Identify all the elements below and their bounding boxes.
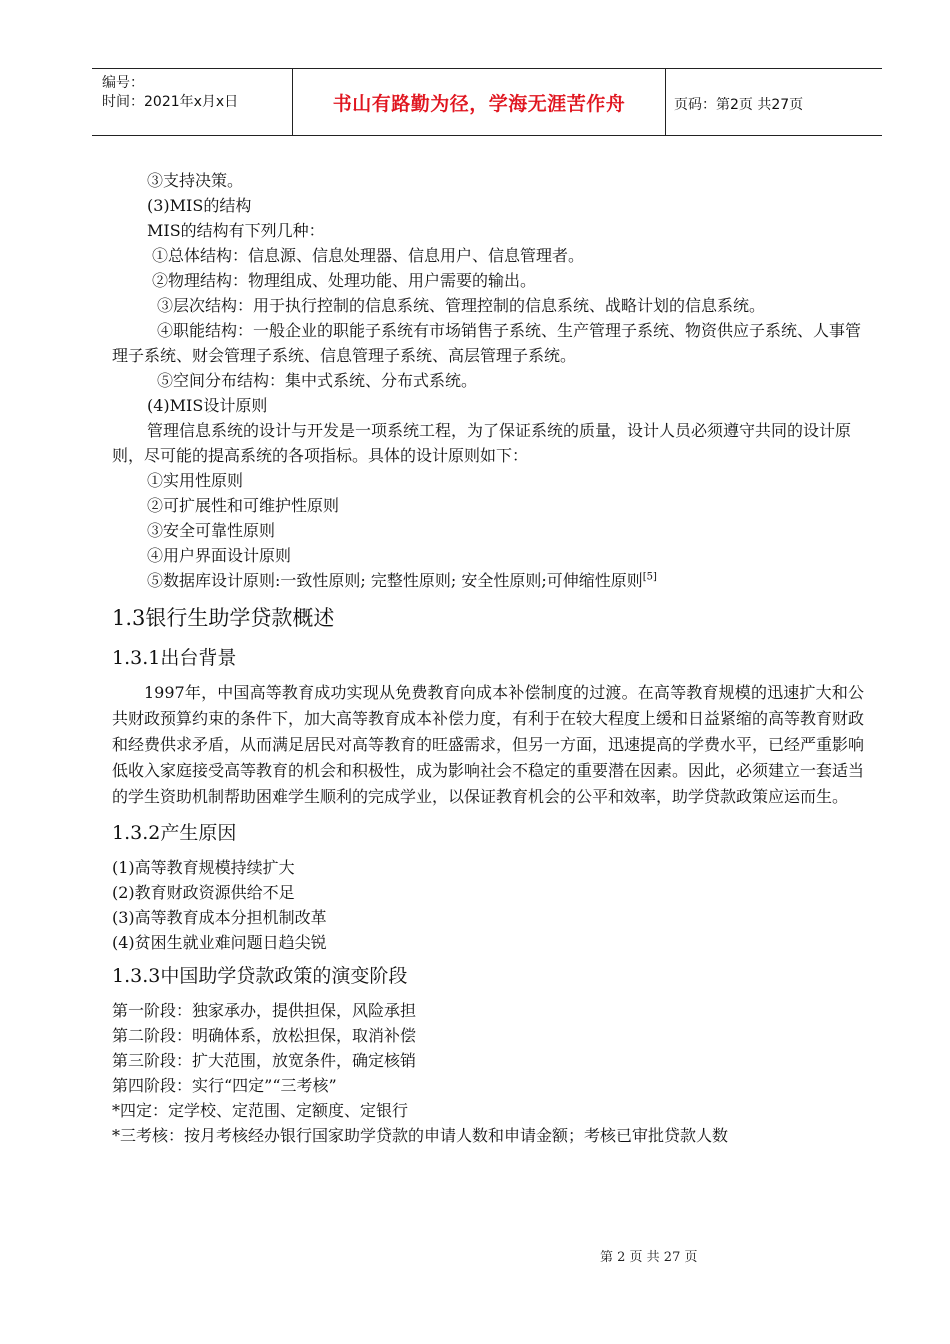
text-line: ⑤空间分布结构：集中式系统、分布式系统。 (157, 371, 478, 390)
subheading-mis-structure: (3)MIS的结构 (147, 196, 252, 215)
text-line (112, 568, 864, 593)
header-time-label: 时间：2021年x月x日 (102, 94, 239, 110)
list-item: 第一阶段：独家承办，提供担保，风险承担 (112, 1001, 417, 1020)
list-item: 第四阶段：实行“四定”“三考核” (112, 1076, 337, 1095)
text-line: ②物理结构：物理组成、处理功能、用户需要的输出。 (152, 271, 537, 290)
header-motto: 书山有路勤为径，学海无涯苦作舟 (293, 69, 666, 135)
subsection-heading: 1.3.3中国助学贷款政策的演变阶段 (112, 965, 408, 987)
document-body (112, 168, 864, 1148)
text-line: ③层次结构：用于执行控制的信息系统、管理控制的信息系统、战略计划的信息系统。 (157, 296, 766, 315)
text-line: ①总体结构：信息源、信息处理器、信息用户、信息管理者。 (152, 246, 585, 265)
text-line: ③支持决策。 (147, 171, 244, 190)
text-line: ④用户界面设计原则 (147, 546, 292, 565)
text-line: ①实用性原则 (147, 471, 244, 490)
list-item: (2)教育财政资源供给不足 (112, 883, 295, 902)
list-item: (1)高等教育规模持续扩大 (112, 858, 295, 877)
text-line: ②可扩展性和可维护性原则 (147, 496, 340, 515)
subsection-heading: 1.3.2产生原因 (112, 822, 237, 844)
text-line: ④职能结构：一般企业的职能子系统有市场销售子系统、生产管理子系统、物资供应子系统、人事管理子系统、财会管理子系统、信息管理子系统、高层管理子系统。 (112, 321, 862, 365)
list-item: 第二阶段：明确体系，放松担保，取消补偿 (112, 1026, 417, 1045)
page-footer: 第 2 页 共 27 页 (600, 1250, 698, 1265)
list-item: 第三阶段：扩大范围，放宽条件，确定核销 (112, 1051, 417, 1070)
list-item: *三考核：按月考核经办银行国家助学贷款的申请人数和申请金额；考核已审批贷款人数 (112, 1126, 729, 1145)
header-page-info: 页码：第2页 共27页 (674, 97, 804, 113)
header-meta (92, 69, 293, 135)
text-line: MIS的结构有下列几种： (147, 221, 325, 240)
list-item: (3)高等教育成本分担机制改革 (112, 908, 327, 927)
text-line-content: ⑤数据库设计原则:一致性原则; 完整性原则; 安全性原则;可伸缩性原则 (147, 571, 643, 590)
subsection-heading: 1.3.1出台背景 (112, 647, 237, 669)
background-paragraph: 1997年，中国高等教育成功实现从免费教育向成本补偿制度的过渡。在高等教育规模的迅速扩大和公共财政预算约束的条件下，加大高等教育成本补偿力度，有利于在较大程度上缓和日益紧缩的高等教育财政和经费供求矛盾，从而满足居民对高等教育的旺盛需求，但另一方面，迅速提高的学费水平，已经严重影响低收入家庭接受高等教育的机会和积极性，成为影响社会不稳定的重要潜在因素。因此，必须建立一套适当的学生资助机制帮助困难学生顺利的完成学业，以保证教育机会的公平和效率，助学贷款政策应运而生。 (112, 683, 865, 806)
list-item: *四定：定学校、定范围、定额度、定银行 (112, 1101, 409, 1120)
text-line: ③安全可靠性原则 (147, 521, 276, 540)
section-heading: 1.3银行生助学贷款概述 (112, 606, 335, 630)
page-header (92, 68, 882, 136)
subheading-mis-principles: (4)MIS设计原则 (147, 396, 268, 415)
text-paragraph: 管理信息系统的设计与开发是一项系统工程，为了保证系统的质量，设计人员必须遵守共同的设计原则，尽可能的提高系统的各项指标。具体的设计原则如下： (112, 421, 852, 465)
list-item: (4)贫困生就业难问题日趋尖锐 (112, 933, 327, 952)
header-number-label: 编号： (102, 75, 144, 91)
citation-ref: [5] (642, 571, 657, 583)
